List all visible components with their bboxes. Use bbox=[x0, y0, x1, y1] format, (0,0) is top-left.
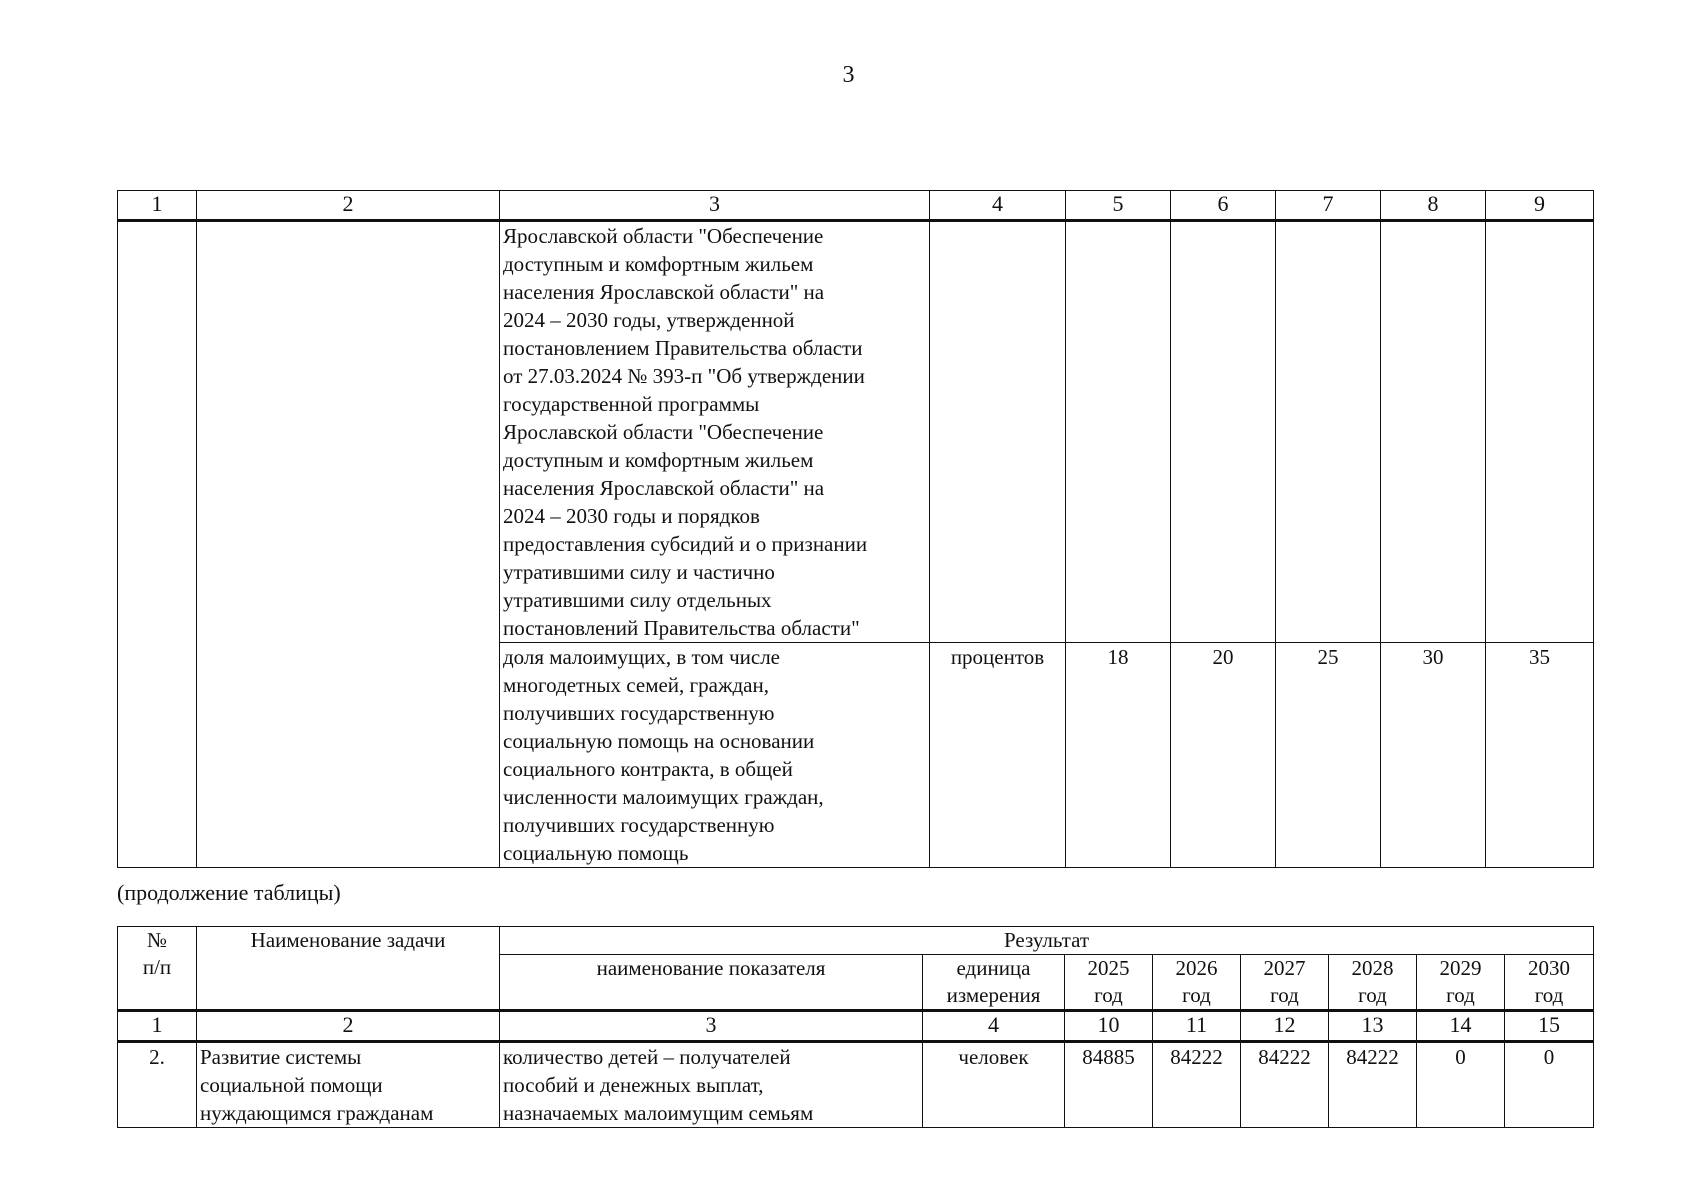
value-cell: 84222 bbox=[1153, 1042, 1241, 1128]
column-number: 1 bbox=[118, 1011, 197, 1042]
page-number: 3 bbox=[842, 62, 855, 88]
column-number: 4 bbox=[930, 191, 1066, 221]
indicator-name-header: наименование показателя bbox=[500, 955, 923, 1011]
column-number: 2 bbox=[197, 1011, 500, 1042]
text-line: пособий и денежных выплат, bbox=[503, 1073, 764, 1097]
text-line: численности малоимущих граждан, bbox=[503, 785, 824, 809]
column-number-row bbox=[118, 1011, 1594, 1042]
value-cell bbox=[1276, 221, 1381, 643]
year-suffix: год bbox=[1182, 983, 1211, 1007]
value-cell: 25 bbox=[1276, 643, 1381, 868]
year-suffix: год bbox=[1270, 983, 1299, 1007]
task-name-cell bbox=[197, 221, 500, 868]
year-header bbox=[1417, 955, 1505, 1011]
text-line: населения Ярославской области" на bbox=[503, 476, 825, 500]
text-line: доступным и комфортным жильем bbox=[503, 448, 814, 472]
value-cell: 18 bbox=[1066, 643, 1171, 868]
column-number-row bbox=[118, 191, 1594, 221]
column-number: 13 bbox=[1329, 1011, 1417, 1042]
value-cell: 0 bbox=[1417, 1042, 1505, 1128]
column-number: 6 bbox=[1171, 191, 1276, 221]
text-line: социальную помощь на основании bbox=[503, 729, 815, 753]
value-cell: 84222 bbox=[1241, 1042, 1329, 1128]
column-number: 8 bbox=[1381, 191, 1486, 221]
column-number: 1 bbox=[118, 191, 197, 221]
column-number: 11 bbox=[1153, 1011, 1241, 1042]
text-line: от 27.03.2024 № 393-п "Об утверждении bbox=[503, 364, 865, 388]
text-line: получивших государственную bbox=[503, 813, 775, 837]
year-suffix: год bbox=[1534, 983, 1564, 1007]
text-line: социальной помощи bbox=[200, 1073, 383, 1097]
table-row bbox=[118, 221, 1594, 643]
row-number-header bbox=[118, 927, 197, 1011]
text-line: многодетных семей, граждан, bbox=[503, 673, 769, 697]
value-cell: 30 bbox=[1381, 643, 1486, 868]
text-line: предоставления субсидий и о признании bbox=[503, 532, 868, 556]
year-label: 2026 bbox=[1175, 956, 1218, 980]
text-line: постановлений Правительства области" bbox=[503, 616, 860, 640]
row-number-cell bbox=[118, 221, 197, 868]
text-line: нуждающимся гражданам bbox=[200, 1101, 434, 1125]
year-suffix: год bbox=[1094, 983, 1123, 1007]
table-row bbox=[118, 1042, 1594, 1128]
column-number: 3 bbox=[500, 191, 930, 221]
year-label: 2029 bbox=[1439, 956, 1482, 980]
text-line: доступным и комфортным жильем bbox=[503, 252, 814, 276]
indicator-table-continuation bbox=[117, 926, 1594, 1128]
year-label: 2025 bbox=[1087, 956, 1130, 980]
text-line: социального контракта, в общей bbox=[503, 757, 793, 781]
column-number: 15 bbox=[1505, 1011, 1594, 1042]
year-header bbox=[1329, 955, 1417, 1011]
indicator-name-cell bbox=[500, 1042, 923, 1128]
text-line: государственной программы bbox=[503, 392, 760, 416]
column-number: 14 bbox=[1417, 1011, 1505, 1042]
text-line: Ярославской области "Обеспечение bbox=[503, 224, 824, 248]
column-number: 2 bbox=[197, 191, 500, 221]
year-label: 2027 bbox=[1263, 956, 1306, 980]
text-line: 2024 – 2030 годы, утвержденной bbox=[503, 308, 795, 332]
text-line: утратившими силу отдельных bbox=[503, 588, 772, 612]
value-cell: 35 bbox=[1486, 643, 1594, 868]
column-number: 9 bbox=[1486, 191, 1594, 221]
header-row bbox=[118, 927, 1594, 955]
text-line: Ярославской области "Обеспечение bbox=[503, 420, 824, 444]
unit-cell: человек bbox=[923, 1042, 1065, 1128]
value-cell bbox=[1066, 221, 1171, 643]
text-line: количество детей – получателей bbox=[503, 1045, 791, 1069]
year-suffix: год bbox=[1358, 983, 1387, 1007]
year-header bbox=[1241, 955, 1329, 1011]
text-line: Развитие системы bbox=[200, 1045, 362, 1069]
unit-cell bbox=[930, 221, 1066, 643]
column-number: 5 bbox=[1066, 191, 1171, 221]
year-header bbox=[1065, 955, 1153, 1011]
task-name-header: Наименование задачи bbox=[197, 927, 500, 1011]
year-header bbox=[1153, 955, 1241, 1011]
value-cell bbox=[1381, 221, 1486, 643]
text-line: социальную помощь bbox=[503, 841, 689, 865]
value-cell bbox=[1486, 221, 1594, 643]
year-suffix: год bbox=[1446, 983, 1475, 1007]
continuation-label: (продолжение таблицы) bbox=[117, 880, 341, 905]
text-line: назначаемых малоимущим семьям bbox=[503, 1101, 814, 1125]
text-line: 2024 – 2030 годы и порядков bbox=[503, 504, 760, 528]
unit-header bbox=[923, 955, 1065, 1011]
column-number: 10 bbox=[1065, 1011, 1153, 1042]
indicator-name-cell bbox=[500, 221, 930, 643]
year-label: 2028 bbox=[1351, 956, 1394, 980]
row-number-cell: 2. bbox=[118, 1042, 197, 1128]
text-line: получивших государственную bbox=[503, 701, 775, 725]
value-cell: 84222 bbox=[1329, 1042, 1417, 1128]
column-number: 12 bbox=[1241, 1011, 1329, 1042]
header-text: единица bbox=[956, 956, 1031, 980]
text-line: населения Ярославской области" на bbox=[503, 280, 825, 304]
result-header: Результат bbox=[500, 927, 1594, 955]
indicator-name-cell bbox=[500, 643, 930, 868]
indicator-table-continued bbox=[117, 190, 1594, 868]
text-line: постановлением Правительства области bbox=[503, 336, 863, 360]
unit-cell: процентов bbox=[930, 643, 1066, 868]
header-text: п/п bbox=[142, 955, 172, 979]
value-cell bbox=[1171, 221, 1276, 643]
year-header bbox=[1505, 955, 1594, 1011]
text-line: доля малоимущих, в том числе bbox=[503, 645, 780, 669]
task-name-cell bbox=[197, 1042, 500, 1128]
value-cell: 20 bbox=[1171, 643, 1276, 868]
column-number: 4 bbox=[923, 1011, 1065, 1042]
header-text: № bbox=[146, 928, 168, 952]
column-number: 3 bbox=[500, 1011, 923, 1042]
header-text: измерения bbox=[946, 983, 1041, 1007]
value-cell: 0 bbox=[1505, 1042, 1594, 1128]
column-number: 7 bbox=[1276, 191, 1381, 221]
year-label: 2030 bbox=[1528, 956, 1571, 980]
value-cell: 84885 bbox=[1065, 1042, 1153, 1128]
text-line: утратившими силу и частично bbox=[503, 560, 775, 584]
